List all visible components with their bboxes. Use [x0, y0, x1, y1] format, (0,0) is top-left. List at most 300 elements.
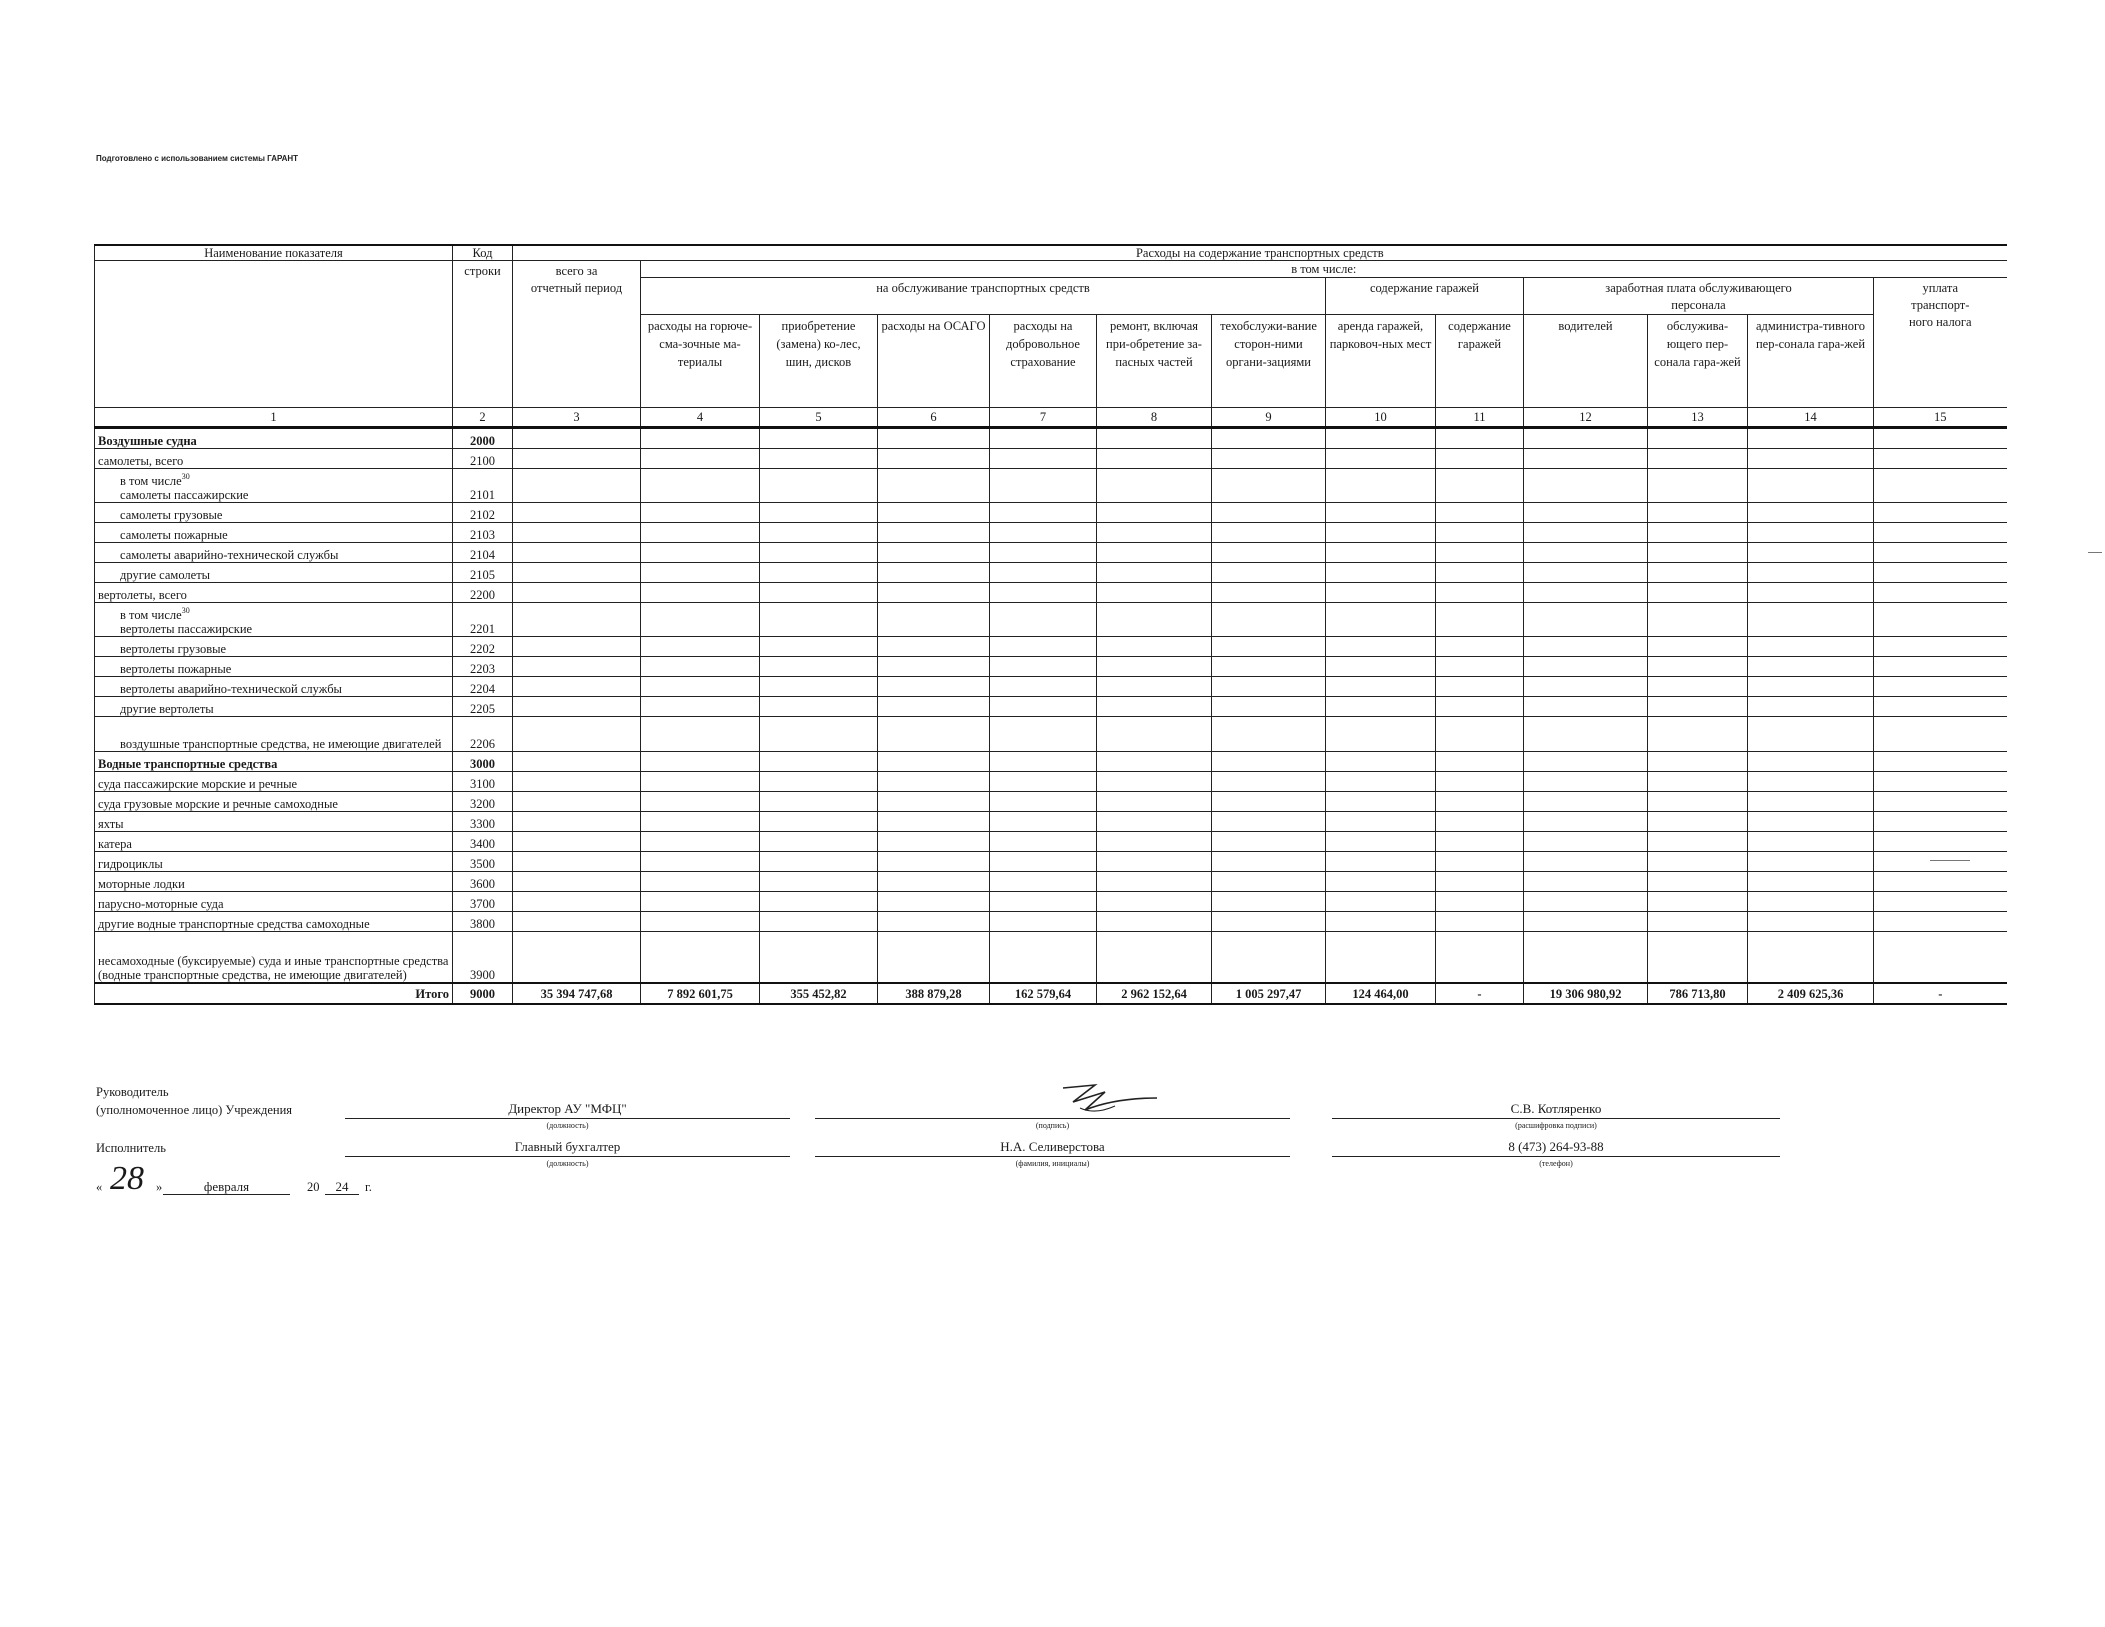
row-code: 2101 [453, 469, 513, 503]
empty-cell [1212, 872, 1326, 892]
head-position: Директор АУ "МФЦ" [508, 1101, 627, 1116]
row-code: 2000 [453, 428, 513, 449]
empty-cell [990, 792, 1097, 812]
empty-cell [1436, 583, 1524, 603]
empty-cell [760, 717, 878, 752]
empty-cell [878, 812, 990, 832]
empty-cell [878, 469, 990, 503]
empty-cell [878, 772, 990, 792]
empty-cell [878, 583, 990, 603]
table-row [95, 657, 2007, 677]
row-name-text: катера [98, 837, 132, 851]
total-value: 1 005 297,47 [1212, 983, 1326, 1004]
empty-cell [513, 752, 641, 772]
empty-cell [641, 469, 760, 503]
exec-position: Главный бухгалтер [514, 1139, 621, 1154]
empty-cell [641, 503, 760, 523]
empty-cell [990, 543, 1097, 563]
head-osago: расходы на ОСАГО [878, 315, 990, 408]
table-row [95, 428, 2007, 449]
empty-cell [1097, 469, 1212, 503]
exec-phone: 8 (473) 264-93-88 [1508, 1139, 1604, 1154]
row-name [95, 603, 453, 637]
empty-cell [1648, 603, 1748, 637]
row-name [95, 832, 453, 852]
empty-cell [1648, 812, 1748, 832]
empty-cell [1748, 563, 1874, 583]
column-number: 11 [1436, 408, 1524, 428]
empty-cell [1874, 637, 2007, 657]
empty-cell [1326, 523, 1436, 543]
column-number: 7 [990, 408, 1097, 428]
empty-cell [1748, 677, 1874, 697]
empty-cell [513, 852, 641, 872]
empty-cell [1212, 717, 1326, 752]
empty-cell [760, 449, 878, 469]
table-row [95, 603, 2007, 637]
empty-cell [878, 697, 990, 717]
date-close-quote: » [156, 1180, 163, 1194]
empty-cell [1648, 932, 1748, 984]
empty-cell [1874, 428, 2007, 449]
table-row [95, 852, 2007, 872]
row-name [95, 792, 453, 812]
empty-cell [1212, 912, 1326, 932]
empty-cell [1436, 812, 1524, 832]
row-prefix-text: в том числе [120, 474, 182, 488]
empty-cell [1874, 543, 2007, 563]
row-name [95, 852, 453, 872]
empty-cell [1648, 717, 1748, 752]
table-row [95, 717, 2007, 752]
column-number: 6 [878, 408, 990, 428]
empty-cell [1648, 449, 1748, 469]
empty-cell [1748, 752, 1874, 772]
head-name-caption: (расшифровка подписи) [1515, 1121, 1597, 1130]
total-value: - [1436, 983, 1524, 1004]
empty-cell [990, 503, 1097, 523]
empty-cell [878, 932, 990, 984]
empty-cell [760, 892, 878, 912]
empty-cell [1648, 657, 1748, 677]
empty-cell [1648, 792, 1748, 812]
row-code: 2203 [453, 657, 513, 677]
row-code: 2202 [453, 637, 513, 657]
column-numbers-row [95, 408, 2007, 428]
empty-cell [990, 812, 1097, 832]
row-name [95, 912, 453, 932]
empty-cell [1097, 752, 1212, 772]
total-value: 786 713,80 [1648, 983, 1748, 1004]
empty-cell [878, 677, 990, 697]
empty-cell [760, 792, 878, 812]
row-name-text: самолеты аварийно-технической службы [120, 548, 339, 562]
empty-cell [1748, 523, 1874, 543]
empty-cell [1524, 872, 1648, 892]
empty-cell [1326, 772, 1436, 792]
empty-cell [1212, 772, 1326, 792]
empty-cell [878, 428, 990, 449]
head-label-1: Руководитель [96, 1085, 169, 1099]
column-number: 4 [641, 408, 760, 428]
empty-cell [1524, 603, 1648, 637]
empty-cell [1097, 772, 1212, 792]
empty-cell [513, 503, 641, 523]
row-name-text: вертолеты пассажирские [120, 622, 253, 636]
empty-cell [1874, 449, 2007, 469]
empty-cell [1748, 503, 1874, 523]
empty-cell [1436, 697, 1524, 717]
empty-cell [1524, 469, 1648, 503]
row-code: 2204 [453, 677, 513, 697]
empty-cell [990, 832, 1097, 852]
empty-cell [641, 449, 760, 469]
empty-cell [1212, 428, 1326, 449]
empty-cell [1436, 872, 1524, 892]
empty-cell [641, 657, 760, 677]
empty-cell [641, 792, 760, 812]
row-name [95, 563, 453, 583]
empty-cell [641, 523, 760, 543]
garant-note: Подготовлено с использованием системы ГАРАНТ [96, 154, 299, 163]
empty-cell [1212, 657, 1326, 677]
empty-cell [1524, 523, 1648, 543]
column-number: 12 [1524, 408, 1648, 428]
empty-cell [990, 603, 1097, 637]
empty-cell [1097, 717, 1212, 752]
row-name-text: вертолеты, всего [98, 588, 187, 602]
date-open-quote: « [96, 1180, 103, 1194]
empty-cell [990, 583, 1097, 603]
empty-cell [990, 772, 1097, 792]
empty-cell [878, 523, 990, 543]
empty-cell [1436, 772, 1524, 792]
row-name [95, 872, 453, 892]
empty-cell [1874, 697, 2007, 717]
row-name-text: воздушные транспортные средства, не имеющие двигателей [120, 737, 442, 751]
empty-cell [1524, 852, 1648, 872]
empty-cell [760, 812, 878, 832]
empty-cell [1648, 428, 1748, 449]
table-row [95, 583, 2007, 603]
empty-cell [1648, 583, 1748, 603]
empty-cell [1524, 503, 1648, 523]
empty-cell [1436, 543, 1524, 563]
empty-cell [1212, 752, 1326, 772]
empty-cell [1212, 503, 1326, 523]
transport-expenses-table [94, 244, 2007, 1005]
empty-cell [990, 677, 1097, 697]
table-row [95, 543, 2007, 563]
empty-cell [760, 637, 878, 657]
row-name [95, 657, 453, 677]
empty-cell [1524, 912, 1648, 932]
empty-cell [1097, 697, 1212, 717]
empty-cell [1436, 752, 1524, 772]
empty-cell [1648, 697, 1748, 717]
empty-cell [760, 428, 878, 449]
head-name: С.В. Котляренко [1510, 1101, 1602, 1116]
empty-cell [513, 892, 641, 912]
empty-cell [1748, 428, 1874, 449]
empty-cell [1097, 523, 1212, 543]
row-name-text: яхты [98, 817, 124, 831]
row-name-text: другие водные транспортные средства самоходные [98, 917, 370, 931]
empty-cell [641, 832, 760, 852]
empty-cell [1436, 469, 1524, 503]
empty-cell [1524, 932, 1648, 984]
total-label: Итого [95, 983, 453, 1004]
empty-cell [641, 717, 760, 752]
row-name [95, 543, 453, 563]
empty-cell [760, 503, 878, 523]
empty-cell [1436, 677, 1524, 697]
empty-cell [1524, 697, 1648, 717]
empty-cell [1097, 503, 1212, 523]
empty-cell [878, 543, 990, 563]
empty-cell [1436, 637, 1524, 657]
empty-cell [990, 852, 1097, 872]
empty-cell [1212, 449, 1326, 469]
column-number: 15 [1874, 408, 2007, 428]
row-name [95, 812, 453, 832]
empty-cell [1648, 832, 1748, 852]
empty-cell [1097, 637, 1212, 657]
empty-cell [1524, 657, 1648, 677]
empty-cell [878, 892, 990, 912]
empty-cell [513, 603, 641, 637]
scan-edge-mark [2088, 552, 2102, 553]
empty-cell [1874, 832, 2007, 852]
row-name [95, 503, 453, 523]
empty-cell [1097, 583, 1212, 603]
empty-cell [641, 677, 760, 697]
row-name [95, 932, 453, 984]
empty-cell [513, 637, 641, 657]
empty-cell [1436, 449, 1524, 469]
head-admin-staff: администра-тивного пер-сонала гара-жей [1748, 315, 1874, 408]
empty-cell [513, 912, 641, 932]
empty-cell [1212, 892, 1326, 912]
empty-cell [513, 832, 641, 852]
empty-cell [1097, 852, 1212, 872]
empty-cell [1212, 932, 1326, 984]
empty-cell [990, 657, 1097, 677]
empty-cell [990, 697, 1097, 717]
empty-cell [1212, 523, 1326, 543]
row-name-text: суда грузовые морские и речные самоходные [98, 797, 338, 811]
row-code: 2206 [453, 717, 513, 752]
empty-cell [1326, 932, 1436, 984]
total-value: 124 464,00 [1326, 983, 1436, 1004]
empty-cell [1748, 697, 1874, 717]
row-name [95, 637, 453, 657]
empty-cell [1524, 717, 1648, 752]
row-code: 2100 [453, 449, 513, 469]
empty-cell [760, 583, 878, 603]
empty-cell [1326, 603, 1436, 637]
empty-cell [1326, 697, 1436, 717]
head-signature-line [815, 1118, 1290, 1119]
empty-cell [1524, 832, 1648, 852]
empty-cell [1326, 872, 1436, 892]
empty-cell [1436, 852, 1524, 872]
empty-cell [1874, 657, 2007, 677]
row-name-text: гидроциклы [98, 857, 163, 871]
row-name-text: другие самолеты [120, 568, 211, 582]
empty-cell [1097, 872, 1212, 892]
empty-cell [760, 523, 878, 543]
total-row [95, 983, 2007, 1004]
empty-cell [1874, 717, 2007, 752]
empty-cell [641, 603, 760, 637]
empty-cell [878, 792, 990, 812]
empty-cell [1326, 752, 1436, 772]
table-row [95, 892, 2007, 912]
empty-cell [641, 583, 760, 603]
table-row [95, 772, 2007, 792]
empty-cell [1097, 792, 1212, 812]
table-row [95, 752, 2007, 772]
empty-cell [1436, 792, 1524, 812]
empty-cell [513, 677, 641, 697]
empty-cell [1097, 543, 1212, 563]
empty-cell [513, 772, 641, 792]
empty-cell [1748, 812, 1874, 832]
empty-cell [1212, 792, 1326, 812]
empty-cell [1436, 832, 1524, 852]
total-value: 162 579,64 [990, 983, 1097, 1004]
empty-cell [878, 603, 990, 637]
empty-cell [1097, 832, 1212, 852]
table-row [95, 503, 2007, 523]
exec-phone-caption: (телефон) [1539, 1159, 1573, 1168]
row-code: 2102 [453, 503, 513, 523]
empty-cell [641, 637, 760, 657]
empty-cell [760, 772, 878, 792]
exec-name-line [815, 1156, 1290, 1157]
total-value: - [1874, 983, 2007, 1004]
head-code-line2: строки [453, 261, 513, 408]
empty-cell [878, 717, 990, 752]
empty-cell [1874, 852, 2007, 872]
empty-cell [1212, 677, 1326, 697]
head-fuel: расходы на горюче-сма-зочные ма-териалы [641, 315, 760, 408]
empty-cell [513, 657, 641, 677]
empty-cell [641, 912, 760, 932]
empty-cell [513, 697, 641, 717]
empty-cell [1326, 543, 1436, 563]
empty-cell [760, 657, 878, 677]
empty-cell [1436, 603, 1524, 637]
head-name: Наименование показателя [95, 245, 453, 261]
empty-cell [513, 583, 641, 603]
row-name [95, 892, 453, 912]
row-name-text: суда пассажирские морские и речные [98, 777, 298, 791]
row-name-text: парусно-моторные суда [98, 897, 224, 911]
empty-cell [1648, 523, 1748, 543]
empty-cell [641, 892, 760, 912]
empty-cell [1326, 717, 1436, 752]
total-value: 7 892 601,75 [641, 983, 760, 1004]
empty-cell [1748, 603, 1874, 637]
table-row [95, 872, 2007, 892]
empty-cell [1212, 812, 1326, 832]
row-code: 2105 [453, 563, 513, 583]
empty-cell [990, 637, 1097, 657]
row-code: 3200 [453, 792, 513, 812]
empty-cell [1874, 892, 2007, 912]
empty-cell [1097, 603, 1212, 637]
empty-cell [878, 637, 990, 657]
row-code: 2201 [453, 603, 513, 637]
empty-cell [1524, 792, 1648, 812]
row-prefix [98, 474, 449, 488]
column-number: 8 [1097, 408, 1212, 428]
exec-name-caption: (фамилия, инициалы) [1015, 1159, 1090, 1168]
head-drivers: водителей [1524, 315, 1648, 408]
empty-cell [641, 812, 760, 832]
empty-cell [1326, 852, 1436, 872]
table-row [95, 792, 2007, 812]
empty-cell [1326, 812, 1436, 832]
empty-cell [1524, 892, 1648, 912]
empty-cell [1326, 912, 1436, 932]
empty-cell [1097, 677, 1212, 697]
empty-cell [1097, 428, 1212, 449]
empty-cell [513, 932, 641, 984]
empty-cell [1874, 469, 2007, 503]
empty-cell [760, 677, 878, 697]
empty-cell [641, 852, 760, 872]
row-name [95, 697, 453, 717]
row-name [95, 752, 453, 772]
empty-cell [1874, 503, 2007, 523]
row-name-text: Воздушные судна [98, 434, 197, 448]
empty-cell [878, 832, 990, 852]
head-position-line [345, 1118, 790, 1119]
empty-cell [513, 792, 641, 812]
head-expenses: Расходы на содержание транспортных средств [513, 245, 2007, 261]
row-code: 2205 [453, 697, 513, 717]
empty-cell [641, 772, 760, 792]
empty-cell [990, 449, 1097, 469]
row-name [95, 523, 453, 543]
head-total-period: всего за отчетный период [513, 261, 641, 408]
empty-cell [1748, 932, 1874, 984]
table-row [95, 932, 2007, 984]
empty-cell [1212, 832, 1326, 852]
empty-cell [878, 752, 990, 772]
empty-cell [1212, 637, 1326, 657]
empty-cell [1874, 523, 2007, 543]
table-row [95, 449, 2007, 469]
empty-cell [1326, 892, 1436, 912]
empty-cell [1326, 677, 1436, 697]
empty-cell [641, 428, 760, 449]
head-position-caption: (должность) [546, 1121, 589, 1130]
empty-cell [1748, 832, 1874, 852]
empty-cell [513, 717, 641, 752]
date-suffix: г. [365, 1180, 372, 1194]
row-name-text: моторные лодки [98, 877, 185, 891]
empty-cell [1748, 912, 1874, 932]
table-row [95, 697, 2007, 717]
row-name-text: вертолеты аварийно-технической службы [120, 682, 342, 696]
head-garage: содержание гаражей [1326, 278, 1524, 315]
total-value: 2 962 152,64 [1097, 983, 1212, 1004]
empty-cell [1524, 677, 1648, 697]
